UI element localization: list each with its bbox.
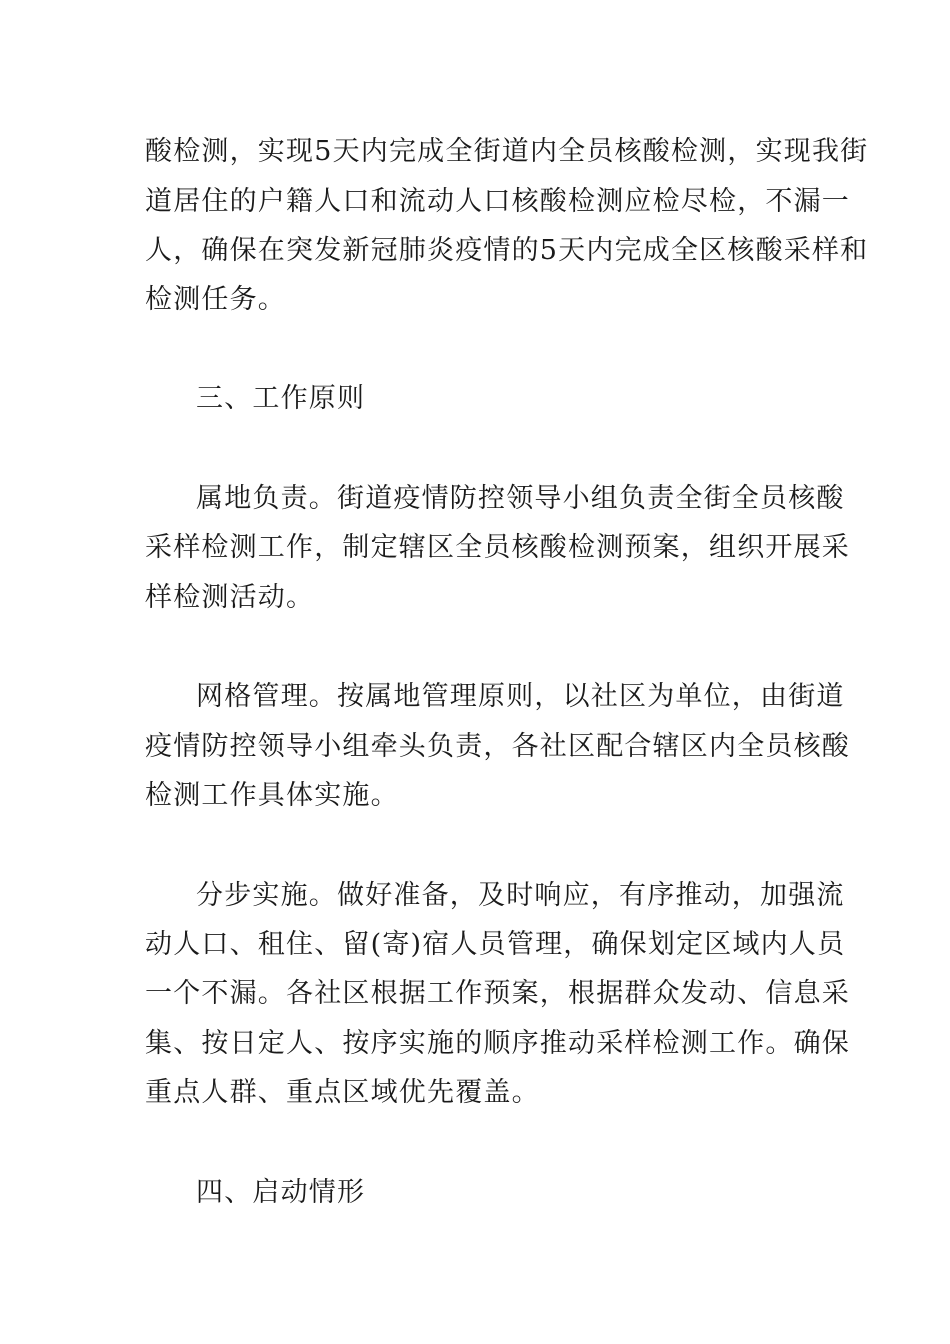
section-heading: 三、工作原则 <box>196 383 366 414</box>
body-text-line: 道居住的户籍人口和流动人口核酸检测应检尽检，不漏一 <box>145 186 850 217</box>
body-text-line: 检测工作具体实施。 <box>145 780 399 811</box>
body-text-line: 人，确保在突发新冠肺炎疫情的5天内完成全区核酸采样和 <box>145 235 869 266</box>
body-text-line: 酸检测，实现5天内完成全街道内全员核酸检测，实现我街 <box>145 136 869 167</box>
body-text-line: 动人口、租住、留(寄)宿人员管理，确保划定区域内人员 <box>145 929 846 960</box>
body-text-line: 疫情防控领导小组牵头负责，各社区配合辖区内全员核酸 <box>145 731 850 762</box>
body-text-line: 一个不漏。各社区根据工作预案，根据群众发动、信息采 <box>145 978 850 1009</box>
body-text-line: 检测任务。 <box>145 284 286 315</box>
body-text-line: 分步实施。做好准备，及时响应，有序推动，加强流 <box>196 880 845 911</box>
body-text-line: 属地负责。街道疫情防控领导小组负责全街全员核酸 <box>196 483 845 514</box>
body-text-line: 集、按日定人、按序实施的顺序推动采样检测工作。确保 <box>145 1028 850 1059</box>
body-text-line: 网格管理。按属地管理原则，以社区为单位，由街道 <box>196 681 845 712</box>
body-text-line: 重点人群、重点区域优先覆盖。 <box>145 1077 540 1108</box>
body-text-line: 采样检测工作，制定辖区全员核酸检测预案，组织开展采 <box>145 532 850 563</box>
body-text-line: 样检测活动。 <box>145 582 315 613</box>
section-heading: 四、启动情形 <box>196 1177 366 1208</box>
